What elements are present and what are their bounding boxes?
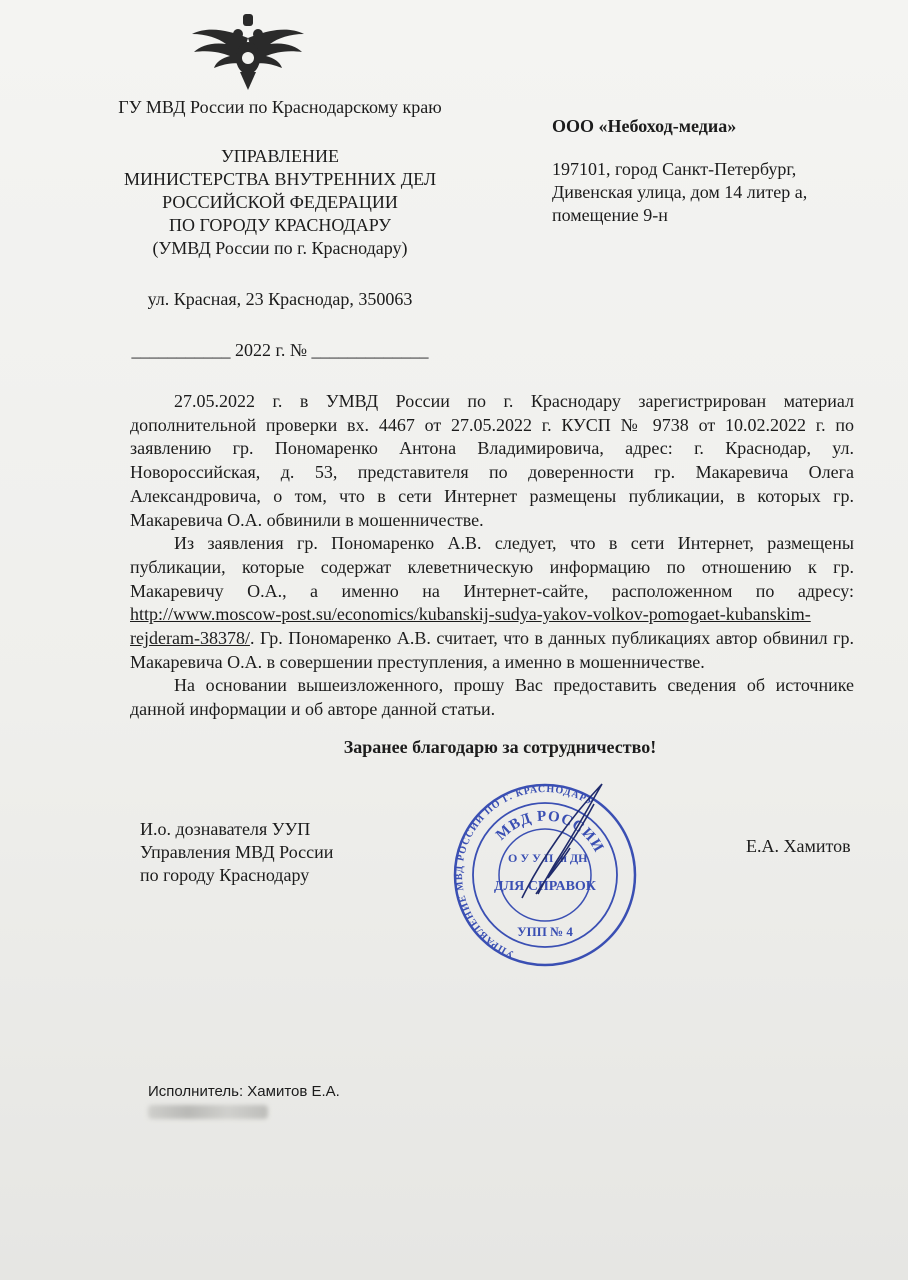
recipient-address-line: Дивенская улица, дом 14 литер а, xyxy=(552,182,808,202)
ministry-org-name: ГУ МВД России по Краснодарскому краю xyxy=(118,97,442,117)
signer-name: Е.А. Хамитов xyxy=(746,836,851,856)
body-paragraph-1: 27.05.2022 г. в УМВД России по г. Краснодару зарегистрирован материал дополнительной проверки вх. 4467 от 27.05.2022 г. КУСП № 9738 от 10.02.2022 г. по заявлению гр. Пономаренко Антона Владимировича, адрес: г. Краснодар, ул. Новороссийская, д. 53, представителя по доверенности гр. Макаревича Олега Александровича, о том, что в сети Интернет размещены публикации, в которых гр. Макаревича О.А. обвинили в мошенничестве. xyxy=(130,391,854,530)
stamp-unit-left: О У У П xyxy=(508,851,554,865)
dept-line: РОССИЙСКОЙ ФЕДЕРАЦИИ xyxy=(162,192,398,212)
stamp-center-text: ДЛЯ СПРАВОК xyxy=(494,879,596,894)
body-paragraph-2 xyxy=(130,532,854,674)
sender-header xyxy=(90,96,470,362)
article-link[interactable]: http://www.moscow-post.su/economics/kubanskij-sudya-yakov-volkov-pomogaet-kubanskim-rejderam-38378/ xyxy=(130,604,811,649)
p2-text-before: Из заявления гр. Пономаренко А.В. следует, что в сети Интернет, размещены публикации, которые содержат клеветническую информацию по отношению к гр. Макаревичу О.А., а именно на Интернет-сайте, расположенном по адресу: xyxy=(130,533,854,601)
signer-title-line: И.о. дознавателя УУП xyxy=(140,819,311,839)
recipient-address xyxy=(552,158,852,227)
redacted-phone xyxy=(148,1105,268,1119)
stamp-top-text: МВД РОССИИ xyxy=(493,808,607,856)
recipient-name: ООО «Небоход-медиа» xyxy=(552,116,737,136)
registration-line: ___________ 2022 г. № _____________ xyxy=(131,340,429,360)
mvd-eagle-emblem-icon xyxy=(188,8,308,98)
letter-body xyxy=(130,390,854,722)
stamp-unit-right: и ДН xyxy=(560,851,588,865)
stamp-bottom-text: УПП № 4 xyxy=(517,924,573,939)
recipient-block xyxy=(552,115,852,227)
dept-line: (УМВД России по г. Краснодару) xyxy=(152,238,408,258)
p2-text-after: . Гр. Пономаренко А.В. считает, что в данных публикациях автор обвинил гр. Макаревича О.А. в совершении преступления, а именно в мошенничестве. xyxy=(130,628,854,672)
department-block xyxy=(90,145,470,260)
signer-title-line: по городу Краснодару xyxy=(140,865,310,885)
dept-line: УПРАВЛЕНИЕ xyxy=(221,146,339,166)
recipient-address-line: 197101, город Санкт-Петербург, xyxy=(552,159,797,179)
sender-address: ул. Красная, 23 Краснодар, 350063 xyxy=(147,289,413,309)
body-paragraph-3: На основании вышеизложенного, прошу Вас предоставить сведения об источнике данной информации и об авторе данной статьи. xyxy=(130,675,854,720)
stamp-outer-text: УПРАВЛЕНИЕ МВД РОССИИ ПО Г. КРАСНОДАРУ xyxy=(453,783,596,960)
thanks-line: Заранее благодарю за сотрудничество! xyxy=(343,737,657,757)
signer-title xyxy=(140,818,333,887)
signer-title-line: Управления МВД России xyxy=(140,842,334,862)
dept-line: ПО ГОРОДУ КРАСНОДАРУ xyxy=(168,215,392,235)
dept-line: МИНИСТЕРСТВА ВНУТРЕННИХ ДЕЛ xyxy=(123,169,437,189)
recipient-address-line: помещение 9-н xyxy=(552,205,668,225)
official-stamp xyxy=(452,778,638,968)
executor-line: Исполнитель: Хамитов Е.А. xyxy=(148,1083,340,1100)
